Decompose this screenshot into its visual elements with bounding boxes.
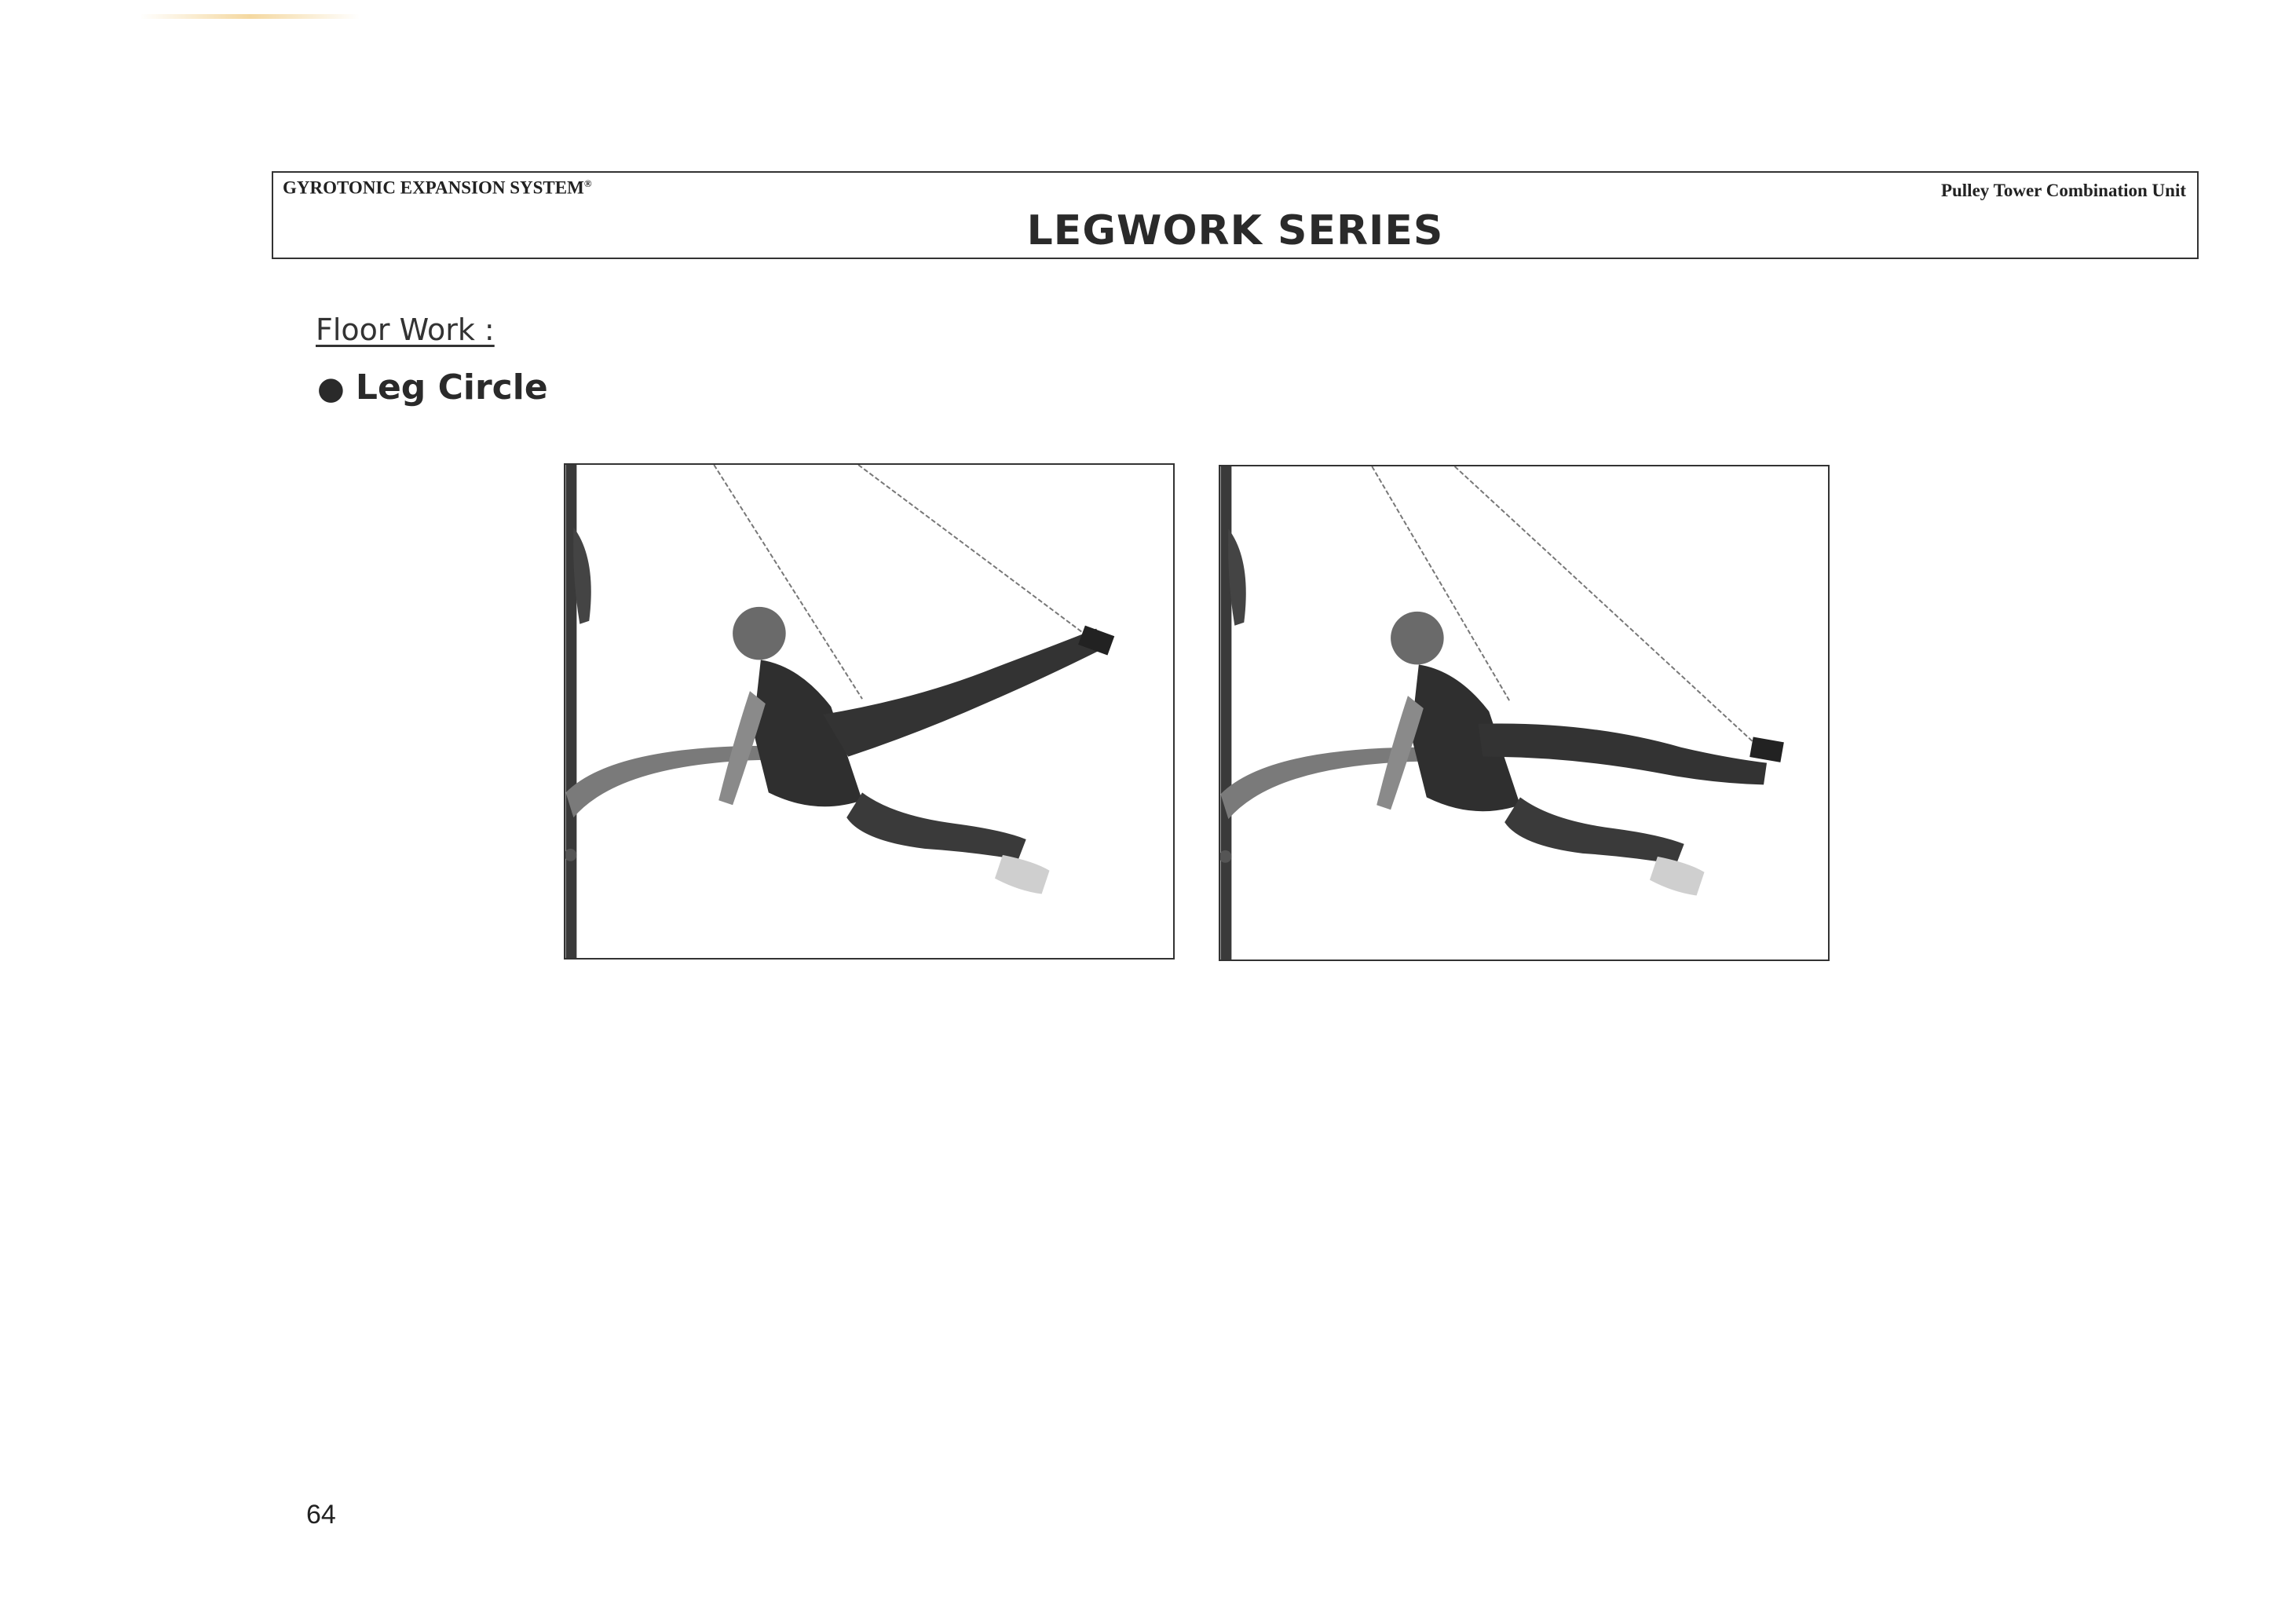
- leg-circle-photo-2: [1219, 465, 1830, 961]
- unit-name: Pulley Tower Combination Unit: [1940, 181, 2186, 200]
- series-title: LEGWORK SERIES: [1026, 207, 1444, 254]
- scan-artifact: [140, 14, 360, 19]
- bullet-icon: ●: [317, 371, 345, 407]
- system-name: GYROTONIC EXPANSION SYSTEM®: [283, 177, 592, 198]
- person-exercise-photo: [565, 465, 1173, 958]
- section-label: Floor Work :: [316, 313, 495, 347]
- exercise-heading: [317, 367, 548, 408]
- page-number: 64: [306, 1500, 336, 1530]
- page-header: [272, 171, 2199, 259]
- person-exercise-photo: [1220, 466, 1828, 960]
- leg-circle-photo-1: [564, 463, 1175, 960]
- exercise-name: Leg Circle: [355, 367, 548, 408]
